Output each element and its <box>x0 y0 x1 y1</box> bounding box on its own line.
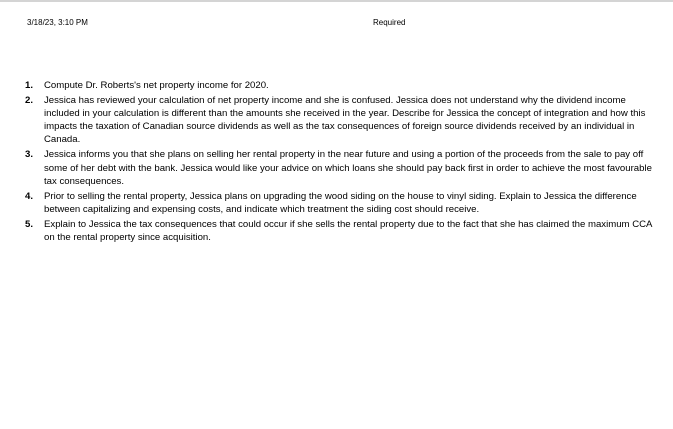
requirement-text: Explain to Jessica the tax consequences that could occur if she sells the rental property due to the fact that she has claimed the maximum CCA on the rental property since acquisition. <box>44 218 652 244</box>
print-datetime: 3/18/23, 3:10 PM <box>27 18 88 27</box>
top-border <box>0 0 673 2</box>
requirement-number: 4. <box>25 190 34 202</box>
requirement-number: 2. <box>25 95 34 107</box>
requirement-number: 3. <box>25 149 34 161</box>
requirement-text: Prior to selling the rental property, Jessica plans on upgrading the wood siding on the house to vinyl siding. Explain to Jessica the difference between capitalizing and expensing costs, and indicate which treatment the siding cost should receive. <box>44 190 637 215</box>
requirement-item <box>25 190 655 216</box>
requirement-number: 1. <box>25 80 34 91</box>
requirement-text: Compute Dr. Roberts's net property income for 2020. <box>44 80 269 91</box>
requirement-item <box>25 148 655 187</box>
requirement-item <box>25 79 655 92</box>
requirement-number: 5. <box>25 218 34 230</box>
requirement-item <box>25 218 655 244</box>
requirement-text: Jessica informs you that she plans on selling her rental property in the near future and using a portion of the proceeds from the sale to pay off some of her debt with the bank. Jessica would like your advice on which loans she should pay back first in order to achieve the most favourable tax consequences. <box>44 149 652 187</box>
page-title: Required <box>373 18 406 27</box>
requirement-text: Jessica has reviewed your calculation of net property income and she is confused. Jessica does not understand why the dividend income included in your calculation is different than the amounts she received in the year. Describe for Jessica the concept of integration and how this impacts the taxation of Canadian source dividends as well as the tax consequences of foreign source dividends received by an individual in Canada. <box>44 95 646 146</box>
requirements-list <box>25 79 655 246</box>
requirement-item <box>25 94 655 146</box>
